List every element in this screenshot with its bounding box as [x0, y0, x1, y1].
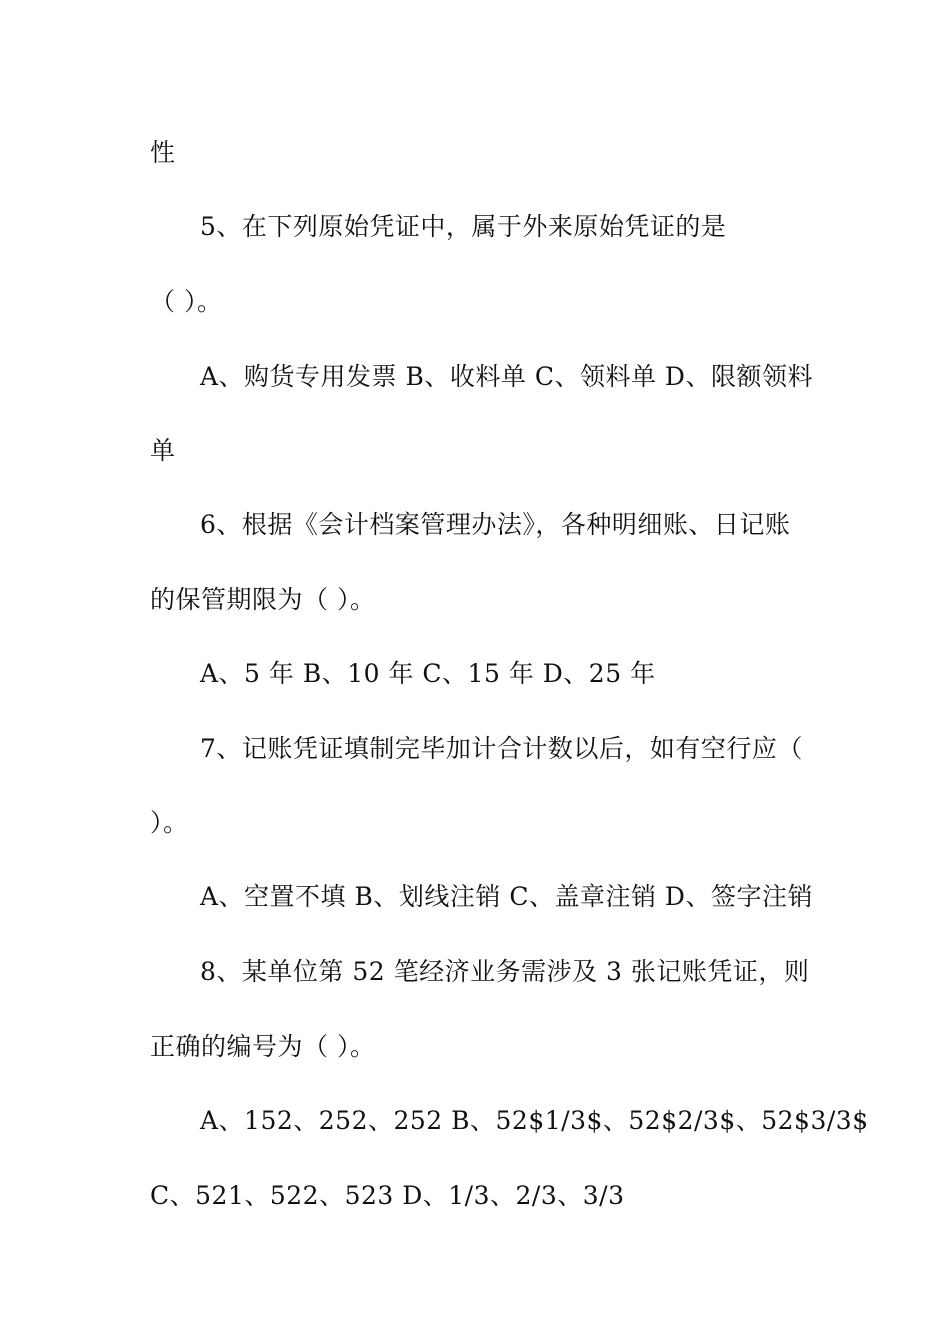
- question-5-stem: 5、在下列原始凭证中，属于外来原始凭证的是: [200, 212, 727, 241]
- question-5-options-cont: 单: [150, 436, 176, 465]
- question-8-options-cont: C、521、522、523 D、1/3、2/3、3/3: [150, 1181, 625, 1210]
- question-8-options: A、152、252、252 B、52$1/3$、52$2/3$、52$3/3$: [200, 1106, 869, 1135]
- question-5-options: A、购货专用发票 B、收料单 C、领料单 D、限额领料: [200, 362, 813, 391]
- question-6-stem: 6、根据《会计档案管理办法》，各种明细账、日记账: [200, 510, 791, 539]
- question-5-stem-cont: （ ）。: [150, 287, 223, 316]
- text-line-continuation: 性: [150, 138, 176, 167]
- question-7-stem: 7、记账凭证填制完毕加计合计数以后，如有空行应（: [200, 734, 803, 763]
- question-6-stem-cont: 的保管期限为（ ）。: [150, 585, 376, 614]
- question-7-stem-cont: ）。: [150, 808, 189, 837]
- question-8-stem-cont: 正确的编号为（ ）。: [150, 1032, 376, 1061]
- question-6-options: A、5 年 B、10 年 C、15 年 D、25 年: [200, 659, 656, 688]
- question-8-stem: 8、某单位第 52 笔经济业务需涉及 3 张记账凭证，则: [200, 957, 810, 986]
- question-7-options: A、空置不填 B、划线注销 C、盖章注销 D、签字注销: [200, 882, 813, 911]
